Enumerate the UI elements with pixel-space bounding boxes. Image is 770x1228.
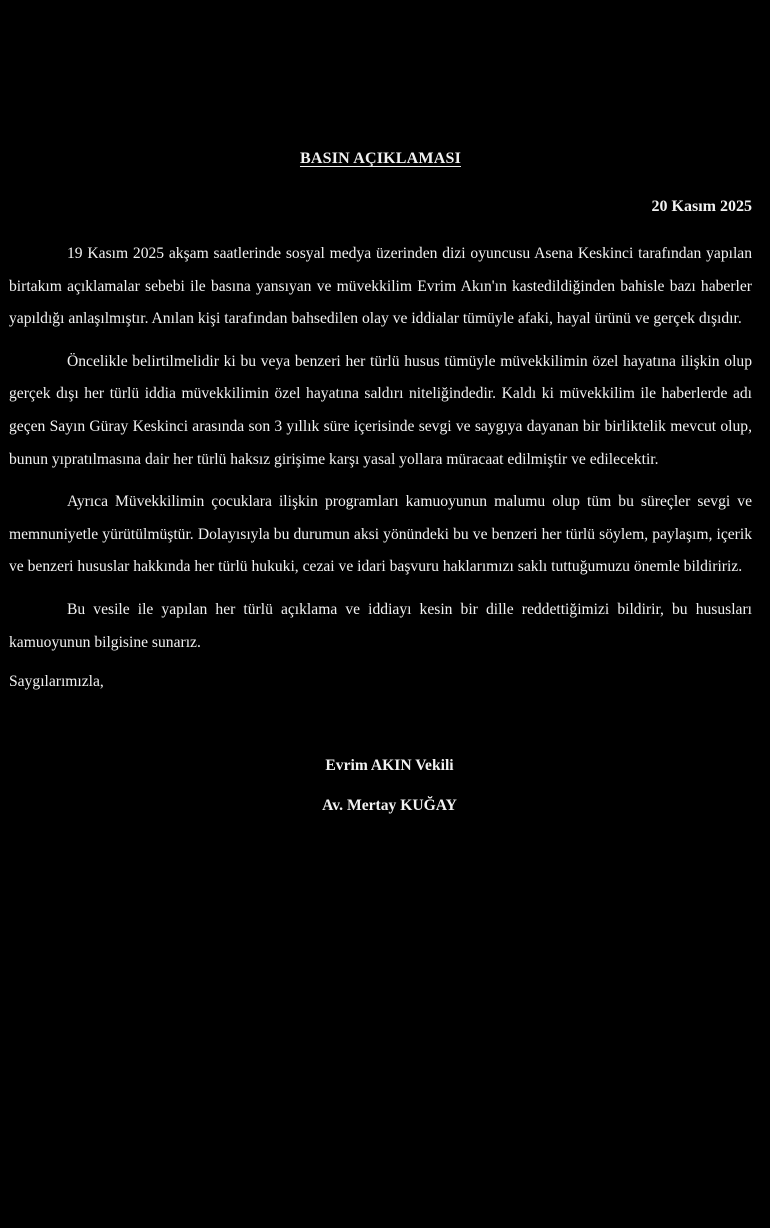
press-release (9, 150, 752, 815)
document-title: BASIN AÇIKLAMASI (299, 150, 461, 167)
paragraph-1: 19 Kasım 2025 akşam saatlerinde sosyal medya üzerinden dizi oyuncusu Asena Keskinci tarafından yapılan birtakım açıklamalar sebebi ile basına yansıyan ve müvekkilim Evrim Akın'ın kastedildiğinden bahisle bazı haberler yapıldığı anlaşılmıştır. Anılan kişi tarafından bahsedilen olay ve iddialar tümüyle afaki, hayal ürünü ve gerçek dışıdır. (9, 245, 752, 328)
paragraph-4: Bu vesile ile yapılan her türlü açıklama ve iddiayı kesin bir dille reddettiğimizi bildirir, bu hususları kamuoyunun bilgisine sunarız. (9, 600, 752, 651)
document-date: 20 Kasım 2025 (651, 198, 752, 215)
closing-salutation: Saygılarımızla, (9, 673, 104, 691)
signature-role: Evrim AKIN Vekili (325, 757, 454, 775)
paragraph-3: Ayrıca Müvekkilimin çocuklara ilişkin programları kamuoyunun malumu olup tüm bu süreçler sevgi ve memnuniyetle yürütülmüştür. Dolayısıyla bu durumun aksi yönündeki bu ve benzeri her türlü söylem, paylaşım, içerik ve benzeri hususlar hakkında her türlü hukuki, cezai ve idari başvuru haklarımızı saklı tuttuğumuzu önemle bildiririz. (9, 493, 752, 576)
signature-name: Av. Mertay KUĞAY (322, 797, 457, 815)
paragraph-2: Öncelikle belirtilmelidir ki bu veya benzeri her türlü husus tümüyle müvekkilimin özel hayatına ilişkin olup gerçek dışı her türlü iddia müvekkilimin özel hayatına saldırı niteliğindedir. Kaldı ki müvekkilim ile haberlerde adı geçen Sayın Güray Keskinci arasında son 3 yıllık süre içerisinde sevgi ve saygıya dayanan bir birliktelik mevcut olup, bunun yıpratılmasına dair her türlü haksız girişime karşı yasal yollara müracaat edilmiştir ve edilecektir. (9, 352, 752, 468)
